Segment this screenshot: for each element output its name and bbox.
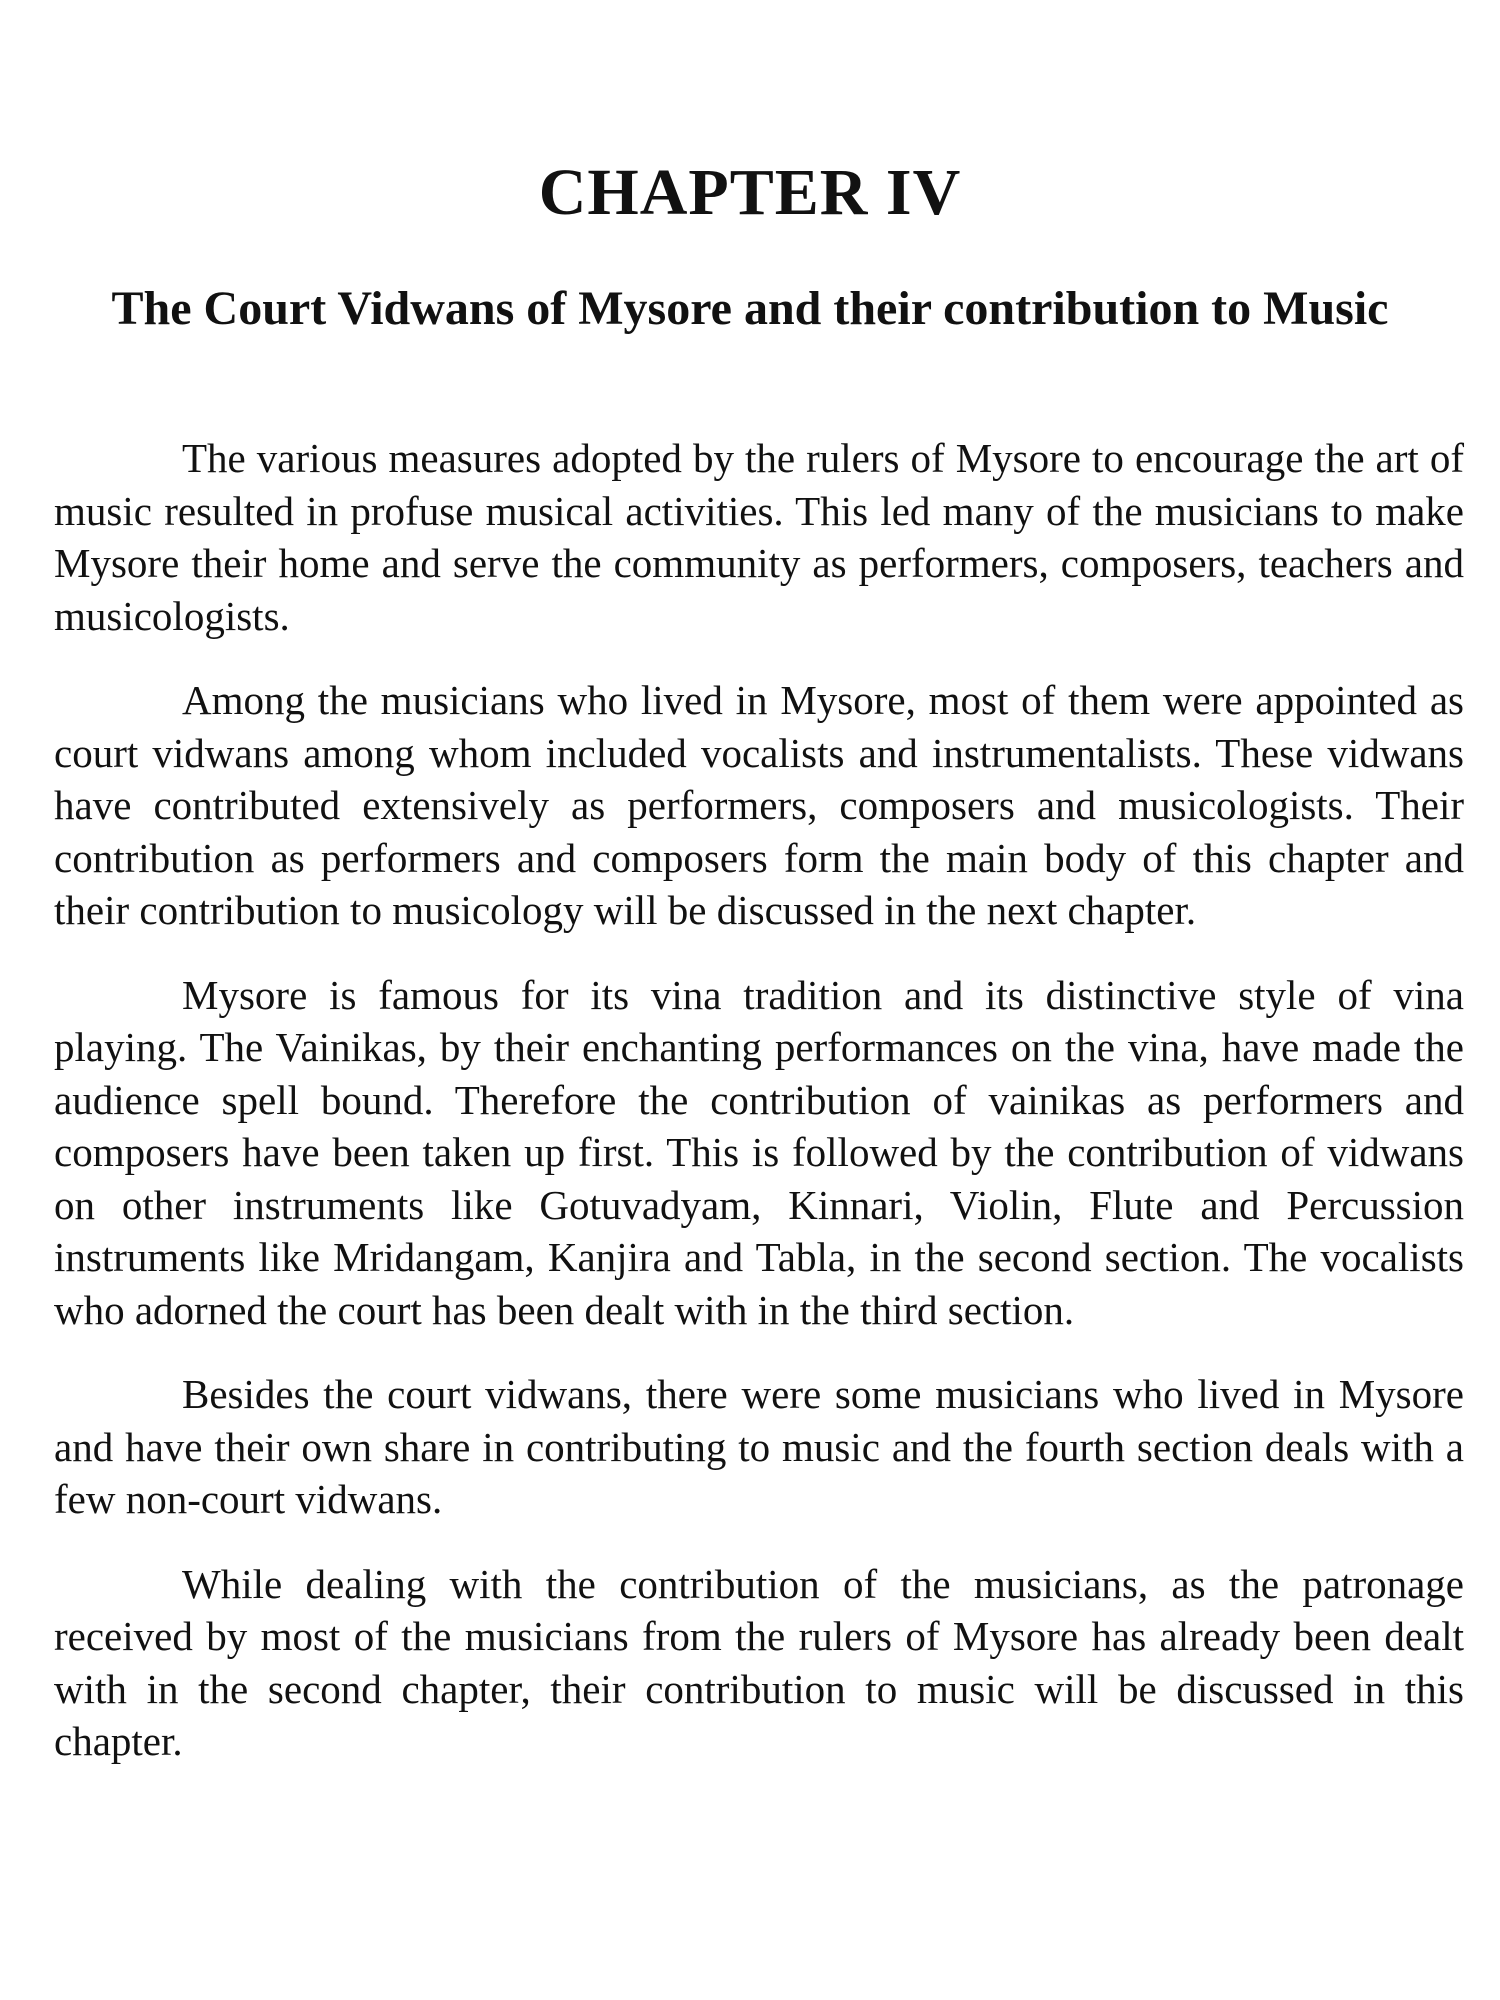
paragraph-5: While dealing with the contribution of the musicians, as the patronage received by most of the musicians from the rulers of Mysore has already been dealt with in the second chapter, their contribution to music will be discussed in this chapter. xyxy=(54,1560,1464,1764)
paragraph-1: The various measures adopted by the rulers of Mysore to encourage the art of music resulted in profuse musical activities. This led many of the musicians to make Mysore their home and serve the community as performers, composers, teachers and musicologists. xyxy=(54,435,1464,639)
chapter-subtitle: The Court Vidwans of Mysore and their contribution to Music xyxy=(111,282,1389,335)
body-text xyxy=(54,432,1464,1800)
paragraph-3: Mysore is famous for its vina tradition and its distinctive style of vina playing. The Vainikas, by their enchanting performances on the vina, have made the audience spell bound. Therefore the contribution of vainikas as performers and composers have been taken up first. This is followed by the contribution of vidwans on other instruments like Gotuvadyam, Kinnari, Violin, Flute and Percussion instruments like Mridangam, Kanjira and Tabla, in the second section. The vocalists who adorned the court has been dealt with in the third section. xyxy=(54,971,1464,1333)
paragraph-4: Besides the court vidwans, there were some musicians who lived in Mysore and have their own share in contributing to music and the fourth section deals with a few non-court vidwans. xyxy=(54,1371,1464,1522)
chapter-heading: CHAPTER IV xyxy=(538,156,962,229)
paragraph-2: Among the musicians who lived in Mysore, most of them were appointed as court vidwans among whom included vocalists and instrumentalists. These vidwans have contributed extensively as performers, composers and musicologists. Their contribution as performers and composers form the main body of this chapter and their contribution to musicology will be discussed in the next chapter. xyxy=(54,677,1464,933)
